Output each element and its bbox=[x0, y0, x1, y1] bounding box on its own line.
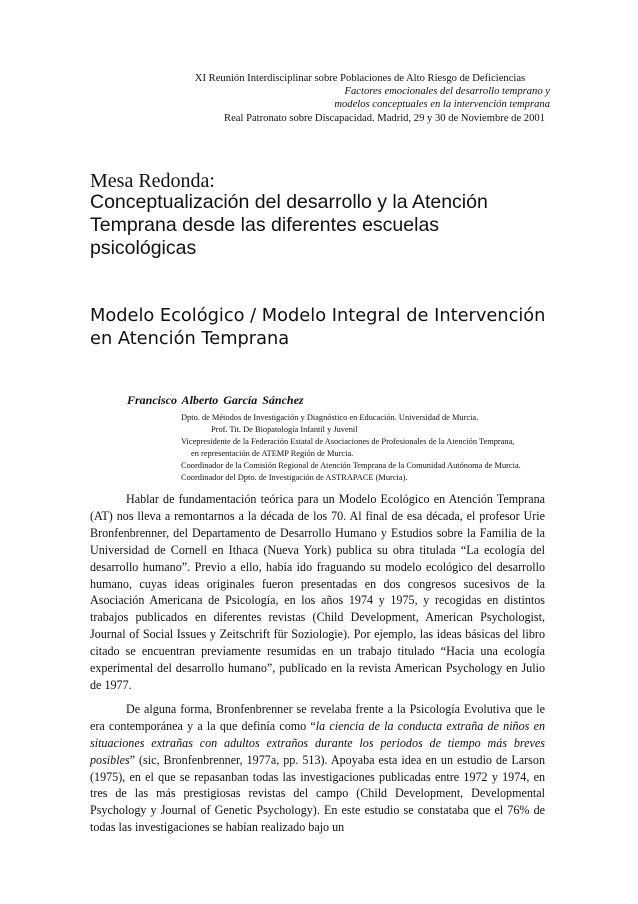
header-conference-title: XI Reunión Interdisciplinar sobre Poblaciones de Alto Riesgo de Deficiencias bbox=[194, 73, 526, 84]
round-table-title: Conceptualización del desarrollo y la Atención Temprana desde las diferentes escuelas psicológicas bbox=[90, 191, 488, 259]
body-text bbox=[90, 491, 545, 843]
affiliation-line: Coordinador del Dpto. de Investigación de ASTRAPACE (Murcia). bbox=[181, 473, 408, 482]
paragraph-2-end: ” (sic, Bronfenbrenner, 1977a, pp. 513). Apoyaba esta idea en un estudio de Larson (1975), en el que se repasanban todas las investigaciones publicadas entre 1972 y 1974, en tres de las más prestigiosas revistas del campo (Child Development, Developmental Psychology y Journal of Genetic Psychology). En este estudio se constataba que el 76% de todas las investigaciones se habían realizado bajo un bbox=[90, 752, 545, 835]
conference-header bbox=[150, 72, 550, 125]
paragraph-2-start: De alguna forma, Bronfenbrenner se revelaba frente a la Psicología Evolutiva que le era contemporánea y a la que definía como “ bbox=[90, 701, 545, 733]
paragraph-2 bbox=[90, 701, 545, 836]
author-affiliations bbox=[181, 412, 561, 484]
header-subtitle-line2: modelos conceptuales en la intervención temprana bbox=[334, 99, 550, 110]
section-label: Mesa Redonda: bbox=[90, 170, 215, 192]
affiliation-line: Vicepresidente de la Federación Estatal de Asociaciones de Profesionales de la Atención Temprana, bbox=[181, 437, 515, 446]
header-venue-date: Real Patronato sobre Discapacidad. Madrid, 29 y 30 de Noviembre de 2001 bbox=[224, 113, 545, 124]
affiliation-line: Coordinador de la Comisión Regional de Atención Temprana de la Comunidad Autónoma de Murcia. bbox=[181, 461, 521, 470]
header-subtitle-line1: Factores emocionales del desarrollo temprano y bbox=[344, 86, 550, 97]
talk-title: Modelo Ecológico / Modelo Integral de Intervención en Atención Temprana bbox=[90, 305, 546, 349]
affiliation-line: Dpto. de Métodos de Investigación y Diagnóstico en Educación. Universidad de Murcia. bbox=[181, 413, 479, 422]
paragraph-2-quote: la ciencia de la conducta extraña de niños en situaciones extrañas con adultos extraños durante los periodos de tiempo más breves posibles bbox=[90, 718, 545, 767]
author-name: Francisco Alberto García Sánchez bbox=[127, 393, 304, 407]
affiliation-line: en representación de ATEMP Región de Murcia. bbox=[191, 449, 354, 458]
affiliation-line: Prof. Tit. De Biopatología Infantil y Juvenil bbox=[211, 425, 358, 434]
paragraph-1: Hablar de fundamentación teórica para un Modelo Ecológico en Atención Temprana (AT) nos lleva a remontarnos a la década de los 70. Al final de esa década, el profesor Urie Bronfenbrenner, del Departamento de Desarrollo Humano y Estudios sobre la Familia de la Universidad de Cornell en Ithaca (Nueva York) publica su obra titulada “La ecología del desarrollo humano”. Previo a ello, había ido fraguando su modelo ecológico del desarrollo humano, cuyas ideas originales fueron presentadas en dos congresos sucesivos de la Asociación Americana de Psicología, en los años 1974 y 1975, y recogidas en distintos trabajos publicados en diferentes revistas (Child Development, American Psychologist, Journal of Social Issues y Zeitschrift für Soziologie). Por ejemplo, las ideas básicas del libro citado se encuentran previamente resumidas en un trabajo titulado “Hacia una ecología experimental del desarrollo humano”, publicado en la revista American Psychology en Julio de 1977. bbox=[90, 492, 545, 692]
